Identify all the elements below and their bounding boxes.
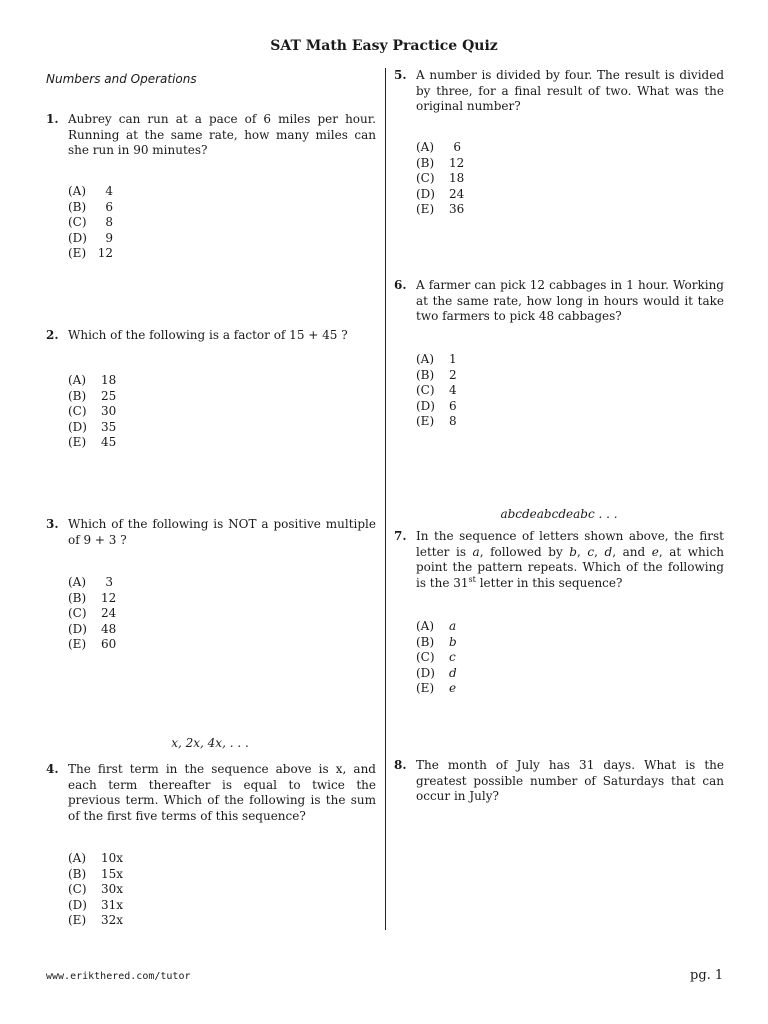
choice-letter: (D) <box>416 398 435 413</box>
choice-letter: (E) <box>68 246 87 261</box>
choice-value: 4 <box>449 383 457 398</box>
quiz-title: SAT Math Easy Practice Quiz <box>270 38 498 54</box>
ordinal-suffix: st <box>468 574 476 584</box>
choice-value: a <box>449 619 457 633</box>
choice-letter: (B) <box>416 634 435 649</box>
choice-letter: (C) <box>68 215 87 230</box>
choice-value: 12 <box>97 246 113 261</box>
page-number: pg. 1 <box>690 968 724 983</box>
choice-letter: (E) <box>68 435 87 450</box>
question-text: Aubrey can run at a pace of 6 miles per hour. Running at the same rate, how many miles can she run in 90 minutes? <box>68 112 376 158</box>
choice-letter: (C) <box>68 606 87 621</box>
choice-value: 9 <box>105 230 113 245</box>
choice-letter: (E) <box>68 913 87 928</box>
question-text: A number is divided by four. The result is divided by three, for a final result of two. What was the original number? <box>416 68 724 114</box>
section-heading: Numbers and Operations <box>46 72 197 86</box>
choice-value: c <box>449 650 456 665</box>
choice-value: 32x <box>101 913 124 928</box>
text-part: , followed by <box>479 544 570 559</box>
choice-value: 60 <box>101 637 117 652</box>
choice-value: 1 <box>449 352 457 366</box>
text-part: a <box>472 544 480 559</box>
choice-value: 45 <box>101 435 117 450</box>
choice-letter: (D) <box>68 419 87 434</box>
choice-letter: (A) <box>416 140 435 154</box>
text-part: , <box>576 544 588 559</box>
choice-value: 30 <box>101 404 117 419</box>
choice-letter: (C) <box>416 383 435 398</box>
text-part: In the sequence of letters shown above, the first letter is <box>416 529 724 559</box>
choice-letter: (A) <box>68 851 87 865</box>
column-divider <box>385 68 386 930</box>
question-text: The first term in the sequence above is x, and each term thereafter is equal to twice the previous term. Which of the following is the sum of the first five terms of this sequence? <box>68 762 376 823</box>
text-part: , at which point the pattern repeats. Which of the following is the 31 <box>416 544 725 590</box>
choice-letter: (E) <box>416 681 435 696</box>
choice-letter: (B) <box>68 388 87 403</box>
choice-value: 24 <box>449 186 465 201</box>
choice-value: 4 <box>105 184 113 198</box>
choice-value: 6 <box>453 140 461 154</box>
choice-value: d <box>449 665 457 680</box>
choice-value: 48 <box>101 621 117 636</box>
footer-url: www.erikthered.com/tutor <box>46 971 191 982</box>
choice-letter: (A) <box>68 373 87 387</box>
question-number: 8. <box>394 758 407 772</box>
choice-letter: (C) <box>68 404 87 419</box>
choice-letter: (C) <box>416 650 435 665</box>
sequence-display: x, 2x, 4x, . . . <box>171 736 249 750</box>
text-part: e <box>651 544 659 559</box>
text-part: d <box>604 544 613 559</box>
choice-value: 8 <box>105 215 113 230</box>
sequence-display: abcdeabcdeabc . . . <box>500 507 618 521</box>
choice-letter: (B) <box>416 367 435 382</box>
choice-letter: (A) <box>68 575 87 589</box>
choice-letter: (B) <box>68 199 87 214</box>
choice-letter: (D) <box>68 230 87 245</box>
choice-value: 18 <box>449 171 465 186</box>
text-part: letter in this sequence? <box>475 575 623 590</box>
question-number: 1. <box>46 112 59 126</box>
choice-letter: (B) <box>68 590 87 605</box>
question-number: 6. <box>394 278 407 292</box>
choice-value: 30x <box>101 882 124 897</box>
choice-value: 12 <box>101 590 117 605</box>
choice-letter: (D) <box>68 897 87 912</box>
choice-value: 3 <box>105 575 113 589</box>
choice-letter: (A) <box>416 352 435 366</box>
choice-value: 36 <box>449 202 465 217</box>
question-number: 5. <box>394 68 407 82</box>
choice-letter: (A) <box>68 184 87 198</box>
choice-value: 25 <box>101 388 117 403</box>
choice-letter: (E) <box>416 202 435 217</box>
choice-value: 15x <box>101 866 124 881</box>
text-part: , <box>594 544 605 559</box>
choice-letter: (C) <box>68 882 87 897</box>
choice-value: 31x <box>101 897 124 912</box>
question-text: A farmer can pick 12 cabbages in 1 hour. Working at the same rate, how long in hours would it take two farmers to pick 48 cabbages? <box>416 278 724 324</box>
choice-letter: (E) <box>68 637 87 652</box>
choice-value: 24 <box>101 606 117 621</box>
choice-value: 6 <box>105 199 113 214</box>
question-text: Which of the following is NOT a positive multiple of 9 + 3 ? <box>68 517 376 547</box>
question-text: The month of July has 31 days. What is the greatest possible number of Saturdays that can occur in July? <box>416 758 724 804</box>
choice-value: b <box>449 634 457 649</box>
choice-value: 10x <box>101 851 124 865</box>
choice-value: e <box>449 681 457 696</box>
text-part: b <box>569 544 577 559</box>
question-number: 7. <box>394 529 407 543</box>
choice-letter: (C) <box>416 171 435 186</box>
choice-letter: (D) <box>416 186 435 201</box>
choice-letter: (D) <box>416 665 435 680</box>
question-number: 2. <box>46 328 59 342</box>
text-part: , and <box>612 544 652 559</box>
choice-letter: (D) <box>68 621 87 636</box>
choice-letter: (E) <box>416 414 435 429</box>
question-number: 3. <box>46 517 59 531</box>
question-number: 4. <box>46 762 59 776</box>
choice-letter: (B) <box>68 866 87 881</box>
choice-value: 35 <box>101 419 117 434</box>
question-text <box>416 529 724 591</box>
choice-value: 2 <box>449 367 457 382</box>
text-part: c <box>587 544 595 559</box>
choice-value: 8 <box>449 414 457 429</box>
choice-letter: (A) <box>416 619 435 633</box>
choice-value: 12 <box>449 155 465 170</box>
choice-value: 6 <box>449 398 457 413</box>
question-text: Which of the following is a factor of 15 + 45 ? <box>68 328 348 342</box>
choice-value: 18 <box>101 373 117 387</box>
choice-letter: (B) <box>416 155 435 170</box>
